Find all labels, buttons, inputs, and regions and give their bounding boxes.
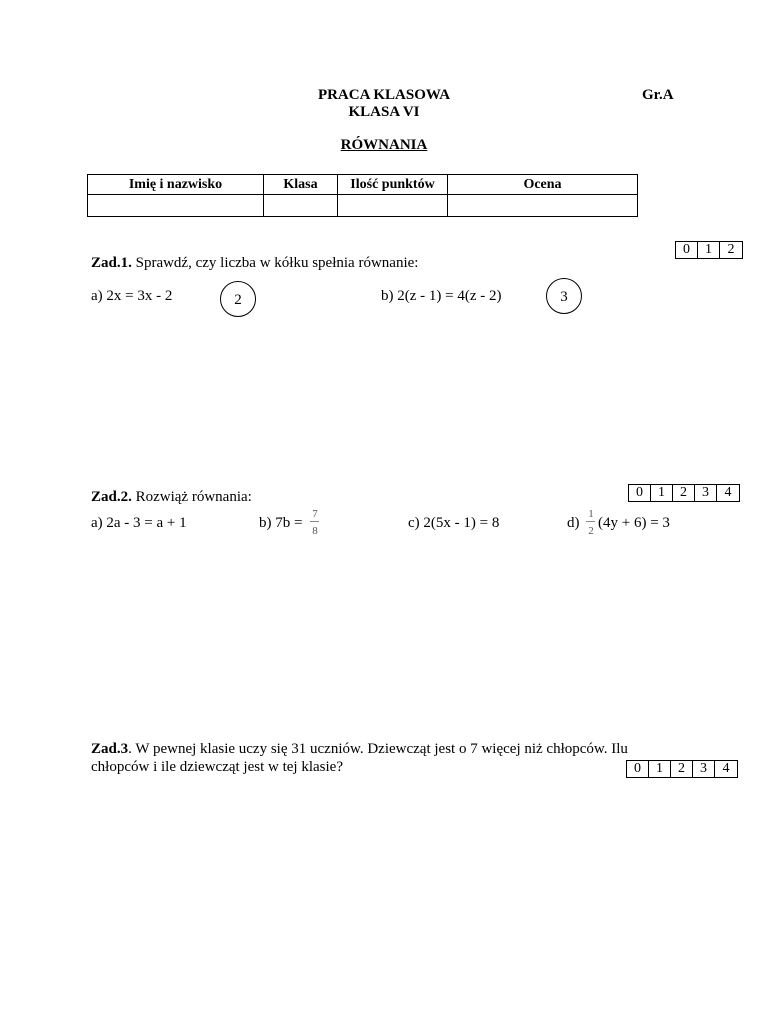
task2-equation-d: (4y + 6) = 3 — [598, 515, 670, 531]
score-cell: 0 — [629, 485, 651, 501]
score-cell: 2 — [671, 761, 693, 777]
score-cell: 1 — [698, 242, 720, 258]
class-cell[interactable] — [264, 195, 338, 217]
test-title: PRACA KLASOWA — [317, 87, 451, 103]
group-label: Gr.A — [642, 87, 674, 103]
score-cell: 4 — [722, 761, 730, 776]
score-cell: 0 — [627, 761, 649, 777]
task3-score-box — [626, 760, 738, 778]
task3-instruction — [91, 741, 628, 758]
task2-score-box — [628, 484, 740, 502]
class-label: KLASA VI — [348, 104, 420, 120]
task2-equation-b: b) 7b = — [259, 515, 303, 531]
table-header-row — [88, 175, 638, 195]
header-grade: Ocena — [448, 175, 638, 195]
fraction-numerator: 1 — [588, 508, 594, 520]
task3-text-line2: chłopców i ile dziewcząt jest w tej klasie? — [91, 759, 343, 775]
score-cell: 4 — [724, 485, 732, 500]
points-cell[interactable] — [338, 195, 448, 217]
task2-text: Rozwiąż równania: — [135, 489, 252, 505]
topic-title: RÓWNANIA — [340, 137, 428, 153]
score-cell: 0 — [676, 242, 698, 258]
header-class: Klasa — [264, 175, 338, 195]
header-points: Ilość punktów — [338, 175, 448, 195]
task3-text-line1: . W pewnej klasie uczy się 31 uczniów. Dziewcząt jest o 7 więcej niż chłopców. Ilu — [128, 741, 628, 757]
score-cell: 1 — [651, 485, 673, 501]
score-cell: 2 — [727, 242, 735, 257]
score-cell: 3 — [693, 761, 715, 777]
fraction-bar — [586, 521, 595, 522]
fraction-denominator: 8 — [312, 525, 318, 537]
task1-circle-a: 2 — [220, 281, 256, 317]
table-row — [88, 195, 638, 217]
task2-equation-a: a) 2a - 3 = a + 1 — [91, 515, 187, 531]
score-cell: 2 — [673, 485, 695, 501]
fraction-denominator: 2 — [588, 525, 594, 537]
grade-cell[interactable] — [448, 195, 638, 217]
task1-instruction — [91, 255, 418, 272]
student-info-table — [87, 174, 638, 217]
task3-label: Zad.3 — [91, 741, 129, 757]
header-name: Imię i nazwisko — [88, 175, 264, 195]
task1-score-box — [675, 241, 743, 259]
task2-equation-d-prefix: d) — [567, 515, 580, 531]
task1-label: Zad.1. — [91, 255, 132, 271]
score-cell: 3 — [695, 485, 717, 501]
name-cell[interactable] — [88, 195, 264, 217]
task1-text: Sprawdź, czy liczba w kółku spełnia równanie: — [135, 255, 419, 271]
task2-instruction — [91, 489, 252, 506]
task1-equation-a: a) 2x = 3x - 2 — [91, 288, 173, 304]
task1-equation-b: b) 2(z - 1) = 4(z - 2) — [381, 288, 502, 304]
score-cell: 1 — [649, 761, 671, 777]
task2-label: Zad.2. — [91, 489, 132, 505]
fraction-bar — [310, 521, 319, 522]
task1-circle-b: 3 — [546, 278, 582, 314]
task2-equation-c: c) 2(5x - 1) = 8 — [408, 515, 500, 531]
fraction-numerator: 7 — [312, 508, 318, 520]
